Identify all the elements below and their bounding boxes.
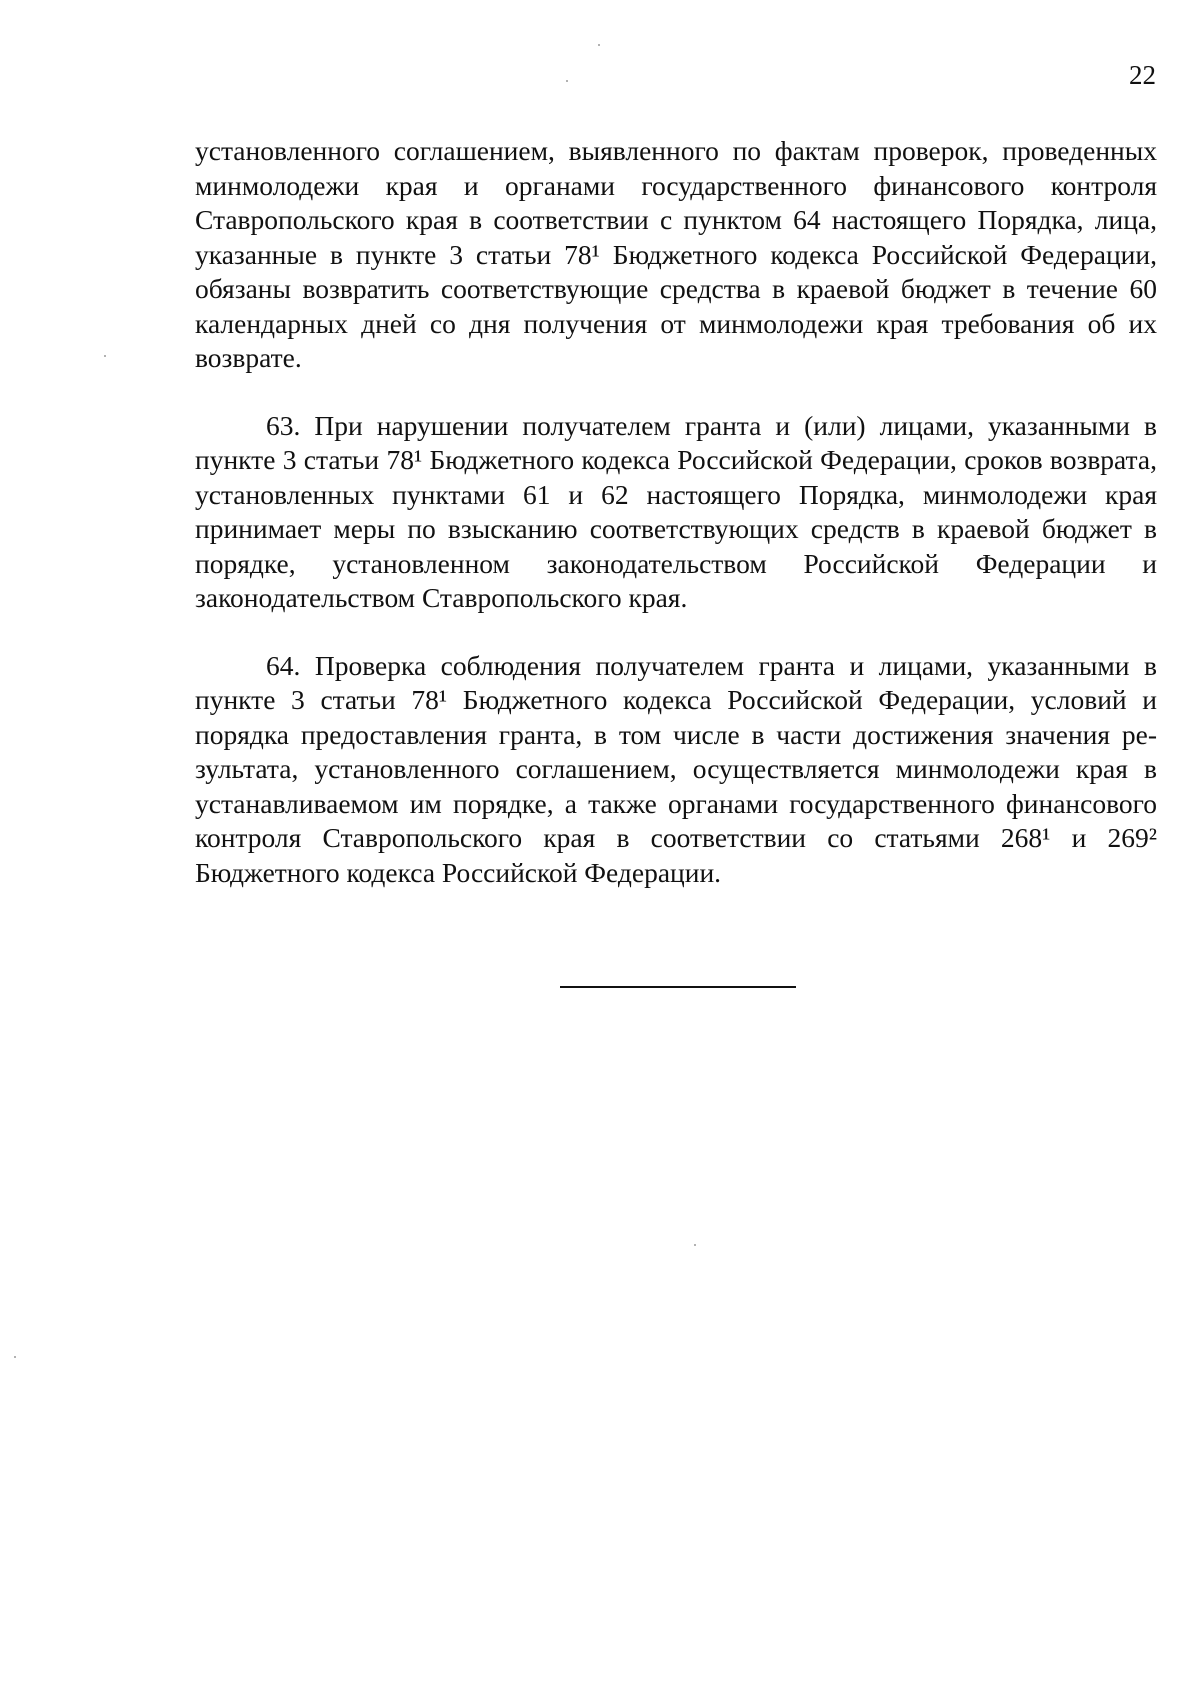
paragraph-64: 64. Проверка соблюдения получателем гранта и лицами, указанными в пункте 3 статьи 78¹ Бюджетного кодекса Российской Федерации, условий и порядка предоставления гранта, в том числе в части достижения значения результата, установленного соглашением, осуществляется минмолодежи края в устанавливаемом им порядке, а также органами государственного финансового контроля Ставропольского края в соответствии со статьями 268¹ и 269² Бюджетного кодекса Российской Федерации. <box>195 649 1157 888</box>
scan-speck <box>598 44 600 46</box>
scan-speck <box>566 80 568 82</box>
scan-speck <box>694 1244 696 1246</box>
paragraph-62-continuation: установленного соглашением, выявленного по фактам проверок, проведенных минмолодежи края и органами государственного финансового контроля Ставропольского края в соответствии с пунктом 64 настоящего Порядка, лица, указанные в пункте 3 статьи 78¹ Бюджетного кодекса Российской Федерации, обязаны возвратить соответствующие средства в краевой бюджет в течение 60 календарных дней со дня получения от минмолодежи края требования об их возврате. <box>195 135 1157 373</box>
paragraph-63: 63. При нарушении получателем гранта и (или) лицами, указанными в пункте 3 статьи 78¹ Бюджетного кодекса Российской Федерации, сроков возврата, установленных пунктами 61 и 62 настоящего Порядка, минмолодежи края принимает меры по взысканию соответствующих средств в краевой бюджет в порядке, установленном законодательством Российской Федерации и законодательством Ставропольского края. <box>195 409 1157 613</box>
scan-speck <box>14 1356 16 1358</box>
scan-speck <box>104 355 106 357</box>
body-text <box>195 134 1157 890</box>
end-of-document-rule <box>560 986 796 988</box>
page-number: 22 <box>1129 60 1156 90</box>
